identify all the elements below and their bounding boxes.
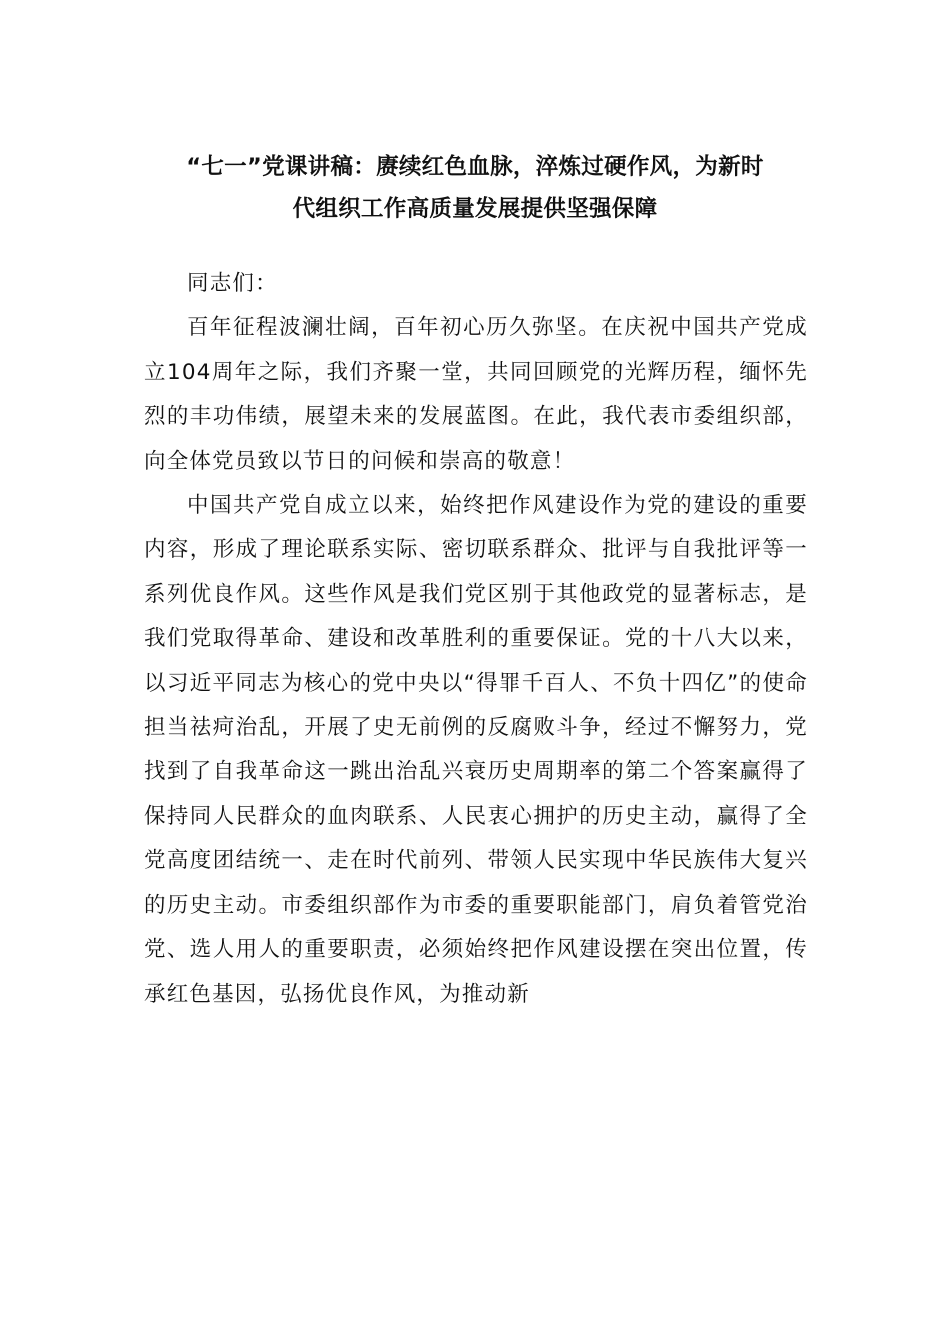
document-title <box>130 146 820 230</box>
paragraph-work-style: 中国共产党自成立以来，始终把作风建设作为党的建设的重要内容，形成了理论联系实际、密切联系群众、批评与自我批评等一系列优良作风。这些作风是我们党区别于其他政党的显著标志，是我们党取得革命、建设和改革胜利的重要保证。党的十八大以来，以习近平同志为核心的党中央以“得罪千百人、不负十四亿”的使命担当祛疴治乱，开展了史无前例的反腐败斗争，经过不懈努力，党找到了自我革命这一跳出治乱兴衰历史周期率的第二个答案赢得了保持同人民群众的血肉联系、人民衷心拥护的历史主动，赢得了全党高度团结统一、走在时代前列、带领人民实现中华民族伟大复兴的历史主动。市委组织部作为市委的重要职能部门，肩负着管党治党、选人用人的重要职责，必须始终把作风建设摆在突出位置，传承红色基因，弘扬优良作风，为推动新 <box>144 493 808 1007</box>
salutation: 同志们： <box>187 271 278 296</box>
document-body <box>144 262 808 1017</box>
title-line-1: “七一”党课讲稿：赓续红色血脉，淬炼过硬作风，为新时 <box>186 154 764 180</box>
title-line-2: 代组织工作高质量发展提供坚强保障 <box>292 196 658 222</box>
paragraph-opening: 百年征程波澜壮阔，百年初心历久弥坚。在庆祝中国共产党成立104周年之际，我们齐聚一堂，共同回顾党的光辉历程，缅怀先烈的丰功伟绩，展望未来的发展蓝图。在此，我代表市委组织部，向全体党员致以节日的问候和崇高的敬意！ <box>144 315 808 474</box>
